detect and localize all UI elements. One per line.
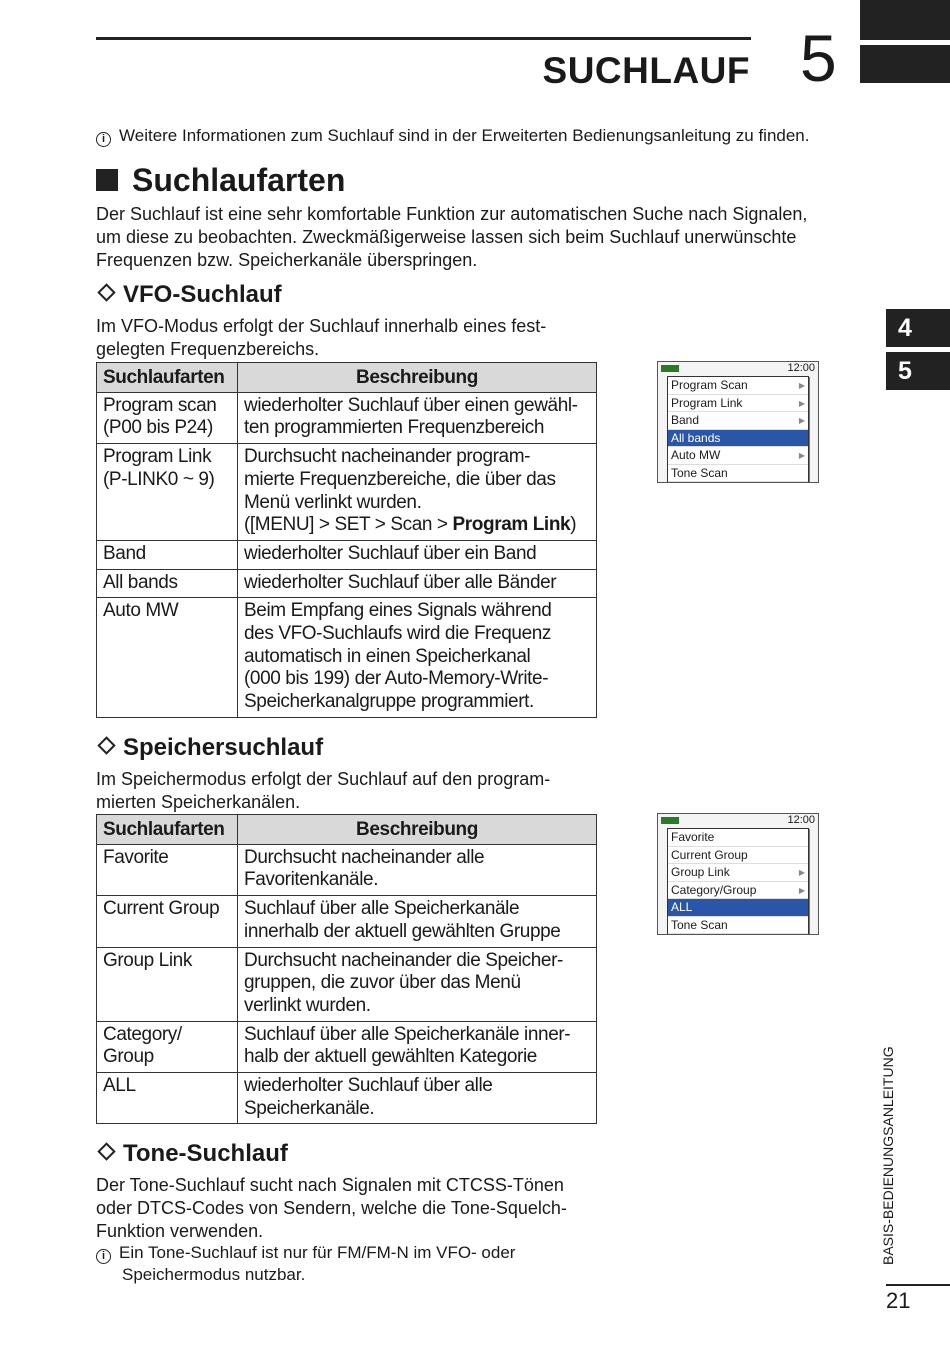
description-cell: Durchsucht nacheinander die Speicher- gruppen, die zuvor über das Menü verlinkt wurden. xyxy=(238,947,597,1021)
description-cell: Suchlauf über alle Speicherkanäle inner- halb der aktuell gewählten Kategorie xyxy=(238,1021,597,1072)
table-header-row xyxy=(97,363,597,393)
table-row xyxy=(97,844,597,895)
menu-item[interactable]: Category/Group ▶ xyxy=(668,882,808,900)
chapter-number: 5 xyxy=(800,21,837,95)
column-header: Beschreibung xyxy=(238,363,597,393)
menu-item[interactable]: Tone Scan xyxy=(668,465,808,483)
tone-intro xyxy=(96,1174,567,1243)
scan-menu xyxy=(667,828,809,935)
note-line: Speichermodus nutzbar. xyxy=(122,1265,306,1284)
diamond-icon xyxy=(97,736,115,754)
tone-heading xyxy=(96,1140,288,1168)
intro-line: Der Suchlauf ist eine sehr komfortable Funktion zur automatischen Suche nach Signalen, xyxy=(96,204,808,224)
description-cell: wiederholter Suchlauf über ein Band xyxy=(238,540,597,569)
table-row xyxy=(97,1021,597,1072)
battery-icon xyxy=(661,817,679,824)
note-line: Ein Tone-Suchlauf ist nur für FM/FM-N im VFO- oder xyxy=(119,1243,516,1262)
intro-line: um diese zu beobachten. Zweckmäßigerweise lassen sich beim Suchlauf unerwünschte xyxy=(96,227,797,247)
tone-note xyxy=(96,1242,515,1286)
intro-line: gelegten Frequenzbereichs. xyxy=(96,339,320,359)
menu-item[interactable]: All bands xyxy=(668,430,808,448)
scan-type-cell: All bands xyxy=(97,569,238,598)
table-row xyxy=(97,569,597,598)
intro-line: oder DTCS-Codes von Sendern, welche die Tone-Squelch- xyxy=(96,1198,567,1218)
header-block xyxy=(860,45,950,83)
menu-item[interactable]: Favorite xyxy=(668,829,808,847)
memory-intro xyxy=(96,768,550,814)
intro-line: Frequenzen bzw. Speicherkanäle überspringen. xyxy=(96,250,478,270)
menu-item[interactable]: Program Scan ▶ xyxy=(668,377,808,395)
header-block xyxy=(860,0,950,40)
scan-type-cell: Category/ Group xyxy=(97,1021,238,1072)
menu-item[interactable]: Tone Scan xyxy=(668,917,808,935)
table-row xyxy=(97,540,597,569)
table-row xyxy=(97,444,597,541)
clock: 12:00 xyxy=(787,814,815,826)
memory-scan-menu-screen xyxy=(657,813,819,935)
description-cell: Durchsucht nacheinander program- mierte Frequenzbereiche, die über das Menü verlinkt wurden. ([MENU] > SET > Scan > Program Link) xyxy=(238,444,597,541)
manual-side-label: BASIS-BEDIENUNGSANLEITUNG xyxy=(880,1046,896,1265)
table-header-row xyxy=(97,815,597,845)
table-row xyxy=(97,947,597,1021)
column-header: Beschreibung xyxy=(238,815,597,845)
table-row xyxy=(97,1073,597,1124)
intro-line: Im VFO-Modus erfolgt der Suchlauf innerhalb eines fest- xyxy=(96,316,547,336)
menu-item[interactable]: Band ▶ xyxy=(668,412,808,430)
table-row xyxy=(97,392,597,443)
scan-menu xyxy=(667,376,809,483)
vfo-scan-menu-screen xyxy=(657,361,819,483)
header-rule xyxy=(96,37,751,40)
intro-line: Im Speichermodus erfolgt der Suchlauf auf den program- xyxy=(96,769,551,789)
scan-type-cell: Auto MW xyxy=(97,598,238,718)
scan-type-cell: Band xyxy=(97,540,238,569)
scan-type-cell: Group Link xyxy=(97,947,238,1021)
clock: 12:00 xyxy=(787,362,815,374)
page-number: 21 xyxy=(886,1288,911,1313)
description-cell: Suchlauf über alle Speicherkanäle innerhalb der aktuell gewählten Gruppe xyxy=(238,896,597,947)
submenu-arrow-icon: ▶ xyxy=(798,416,805,425)
scan-type-cell: Program scan (P00 bis P24) xyxy=(97,392,238,443)
description-cell: wiederholter Suchlauf über alle Bänder xyxy=(238,569,597,598)
description-cell: wiederholter Suchlauf über alle Speicherkanäle. xyxy=(238,1073,597,1124)
chapter-tab-4[interactable]: 4 xyxy=(886,309,950,347)
column-header: Suchlaufarten xyxy=(97,815,238,845)
chapter-title: SUCHLAUF xyxy=(542,50,750,91)
intro-line: Funktion verwenden. xyxy=(96,1221,264,1241)
table-row xyxy=(97,896,597,947)
submenu-arrow-icon: ▶ xyxy=(798,885,805,895)
vfo-title: VFO-Suchlauf xyxy=(123,281,282,308)
vfo-scan-table xyxy=(96,362,597,718)
battery-icon xyxy=(661,365,679,372)
description-cell: Beim Empfang eines Signals während des VFO-Suchlaufs wird die Frequenz automatisch in einen Speicherkanal (000 bis 199) der Auto-Memory-Write- Speicherkanalgruppe programmiert. xyxy=(238,598,597,718)
submenu-arrow-icon: ▶ xyxy=(798,868,805,877)
memory-heading xyxy=(96,734,323,762)
info-note xyxy=(96,126,809,147)
description-cell: Durchsucht nacheinander alle Favoritenkanäle. xyxy=(238,844,597,895)
submenu-arrow-icon: ▶ xyxy=(798,451,805,460)
scan-type-cell: Favorite xyxy=(97,844,238,895)
section-title: Suchlaufarten xyxy=(132,162,346,198)
diamond-icon xyxy=(97,1142,115,1160)
info-icon: i xyxy=(96,132,111,147)
scan-type-cell: ALL xyxy=(97,1073,238,1124)
tone-title: Tone-Suchlauf xyxy=(123,1140,288,1167)
description-cell: wiederholter Suchlauf über einen gewähl- ten programmierten Frequenzbereich xyxy=(238,392,597,443)
intro-line: Der Tone-Suchlauf sucht nach Signalen mit CTCSS-Tönen xyxy=(96,1175,564,1195)
menu-item[interactable]: ALL xyxy=(668,899,808,917)
memory-title: Speichersuchlauf xyxy=(123,734,324,761)
section-heading xyxy=(96,162,345,199)
intro-line: mierten Speicherkanälen. xyxy=(96,792,301,812)
menu-item[interactable]: Program Link ▶ xyxy=(668,395,808,413)
vfo-intro xyxy=(96,315,546,361)
submenu-arrow-icon: ▶ xyxy=(798,381,805,390)
menu-item[interactable]: Group Link ▶ xyxy=(668,864,808,882)
scan-type-cell: Program Link (P-LINK0 ~ 9) xyxy=(97,444,238,541)
menu-item[interactable]: Current Group xyxy=(668,847,808,865)
submenu-arrow-icon: ▶ xyxy=(798,398,805,408)
table-row xyxy=(97,598,597,718)
section-intro xyxy=(96,203,866,272)
menu-item[interactable]: Auto MW ▶ xyxy=(668,447,808,465)
diamond-icon xyxy=(97,283,115,301)
scan-type-cell: Current Group xyxy=(97,896,238,947)
chapter-tab-5[interactable]: 5 xyxy=(886,352,950,390)
square-bullet-icon xyxy=(96,169,118,191)
memory-scan-table xyxy=(96,814,597,1124)
footer-rule xyxy=(886,1284,950,1286)
info-text: Weitere Informationen zum Suchlauf sind in der Erweiterten Bedienungsanleitung zu finden. xyxy=(119,126,810,145)
info-icon: i xyxy=(96,1249,111,1264)
column-header: Suchlaufarten xyxy=(97,363,238,393)
vfo-heading xyxy=(96,281,282,309)
